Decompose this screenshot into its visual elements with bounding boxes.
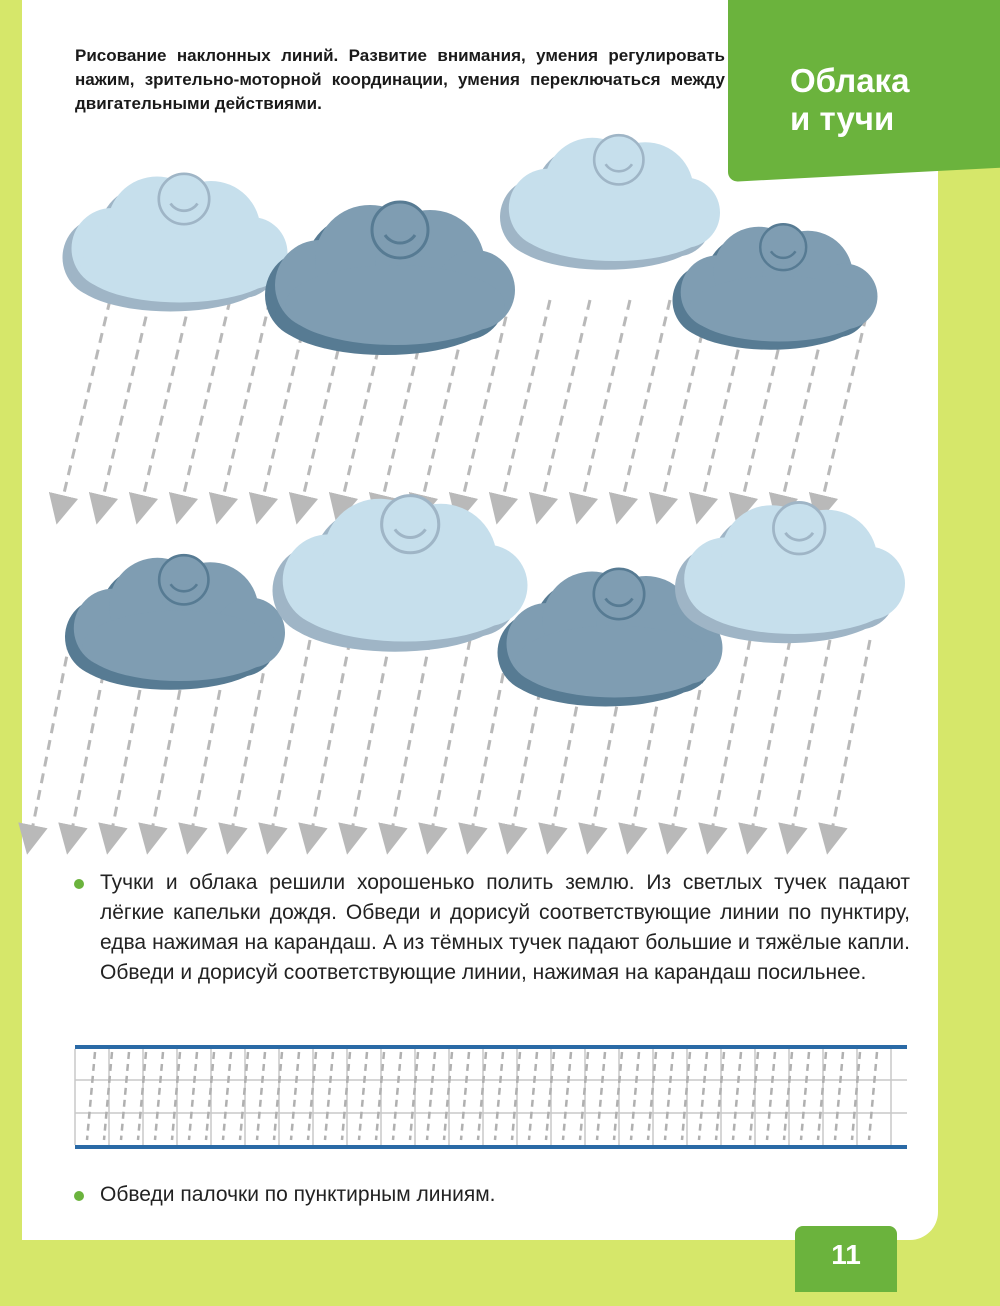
tracing-stick[interactable] xyxy=(478,1052,486,1140)
tracing-stick[interactable] xyxy=(410,1052,418,1140)
intro-text: Рисование наклонных линий. Развитие внимания, умения регулировать нажим, зрительно-моторной координации, умения переключаться между двигательными действиями. xyxy=(75,46,725,113)
task-2-text: Обведи палочки по пунктирным линиям. xyxy=(100,1183,496,1206)
tracing-stick[interactable] xyxy=(155,1052,163,1140)
title-line-2: и тучи xyxy=(790,100,895,137)
tracing-stick[interactable] xyxy=(138,1052,146,1140)
tracing-stick[interactable] xyxy=(818,1052,826,1140)
tracing-stick[interactable] xyxy=(614,1052,622,1140)
bullet-task-1 xyxy=(74,879,84,889)
tracing-stick[interactable] xyxy=(104,1052,112,1140)
tracing-stick[interactable] xyxy=(325,1052,333,1140)
dark-cloud xyxy=(265,202,515,355)
tracing-stick[interactable] xyxy=(342,1052,350,1140)
tracing-strip[interactable] xyxy=(75,1047,907,1147)
rain-dashed-line[interactable] xyxy=(620,300,670,510)
tracing-stick[interactable] xyxy=(308,1052,316,1140)
tracing-stick[interactable] xyxy=(784,1052,792,1140)
tracing-stick[interactable] xyxy=(87,1052,95,1140)
tracing-stick[interactable] xyxy=(869,1052,877,1140)
rain-dashed-line[interactable] xyxy=(310,640,350,840)
tracing-stick[interactable] xyxy=(240,1052,248,1140)
rain-dashed-line[interactable] xyxy=(540,300,590,510)
rain-dashed-line[interactable] xyxy=(30,640,70,840)
rain-dashed-line[interactable] xyxy=(220,300,270,510)
tracing-stick[interactable] xyxy=(852,1052,860,1140)
rain-dashed-line[interactable] xyxy=(100,300,150,510)
rain-dashed-line[interactable] xyxy=(60,300,110,510)
rain-dashed-line[interactable] xyxy=(750,640,790,840)
tracing-stick[interactable] xyxy=(257,1052,265,1140)
tracing-stick[interactable] xyxy=(291,1052,299,1140)
tracing-stick[interactable] xyxy=(529,1052,537,1140)
tracing-stick[interactable] xyxy=(393,1052,401,1140)
tracing-stick[interactable] xyxy=(189,1052,197,1140)
tracing-stick[interactable] xyxy=(376,1052,384,1140)
rain-dashed-line[interactable] xyxy=(500,300,550,510)
tracing-stick[interactable] xyxy=(546,1052,554,1140)
rain-dashed-line[interactable] xyxy=(270,640,310,840)
tracing-stick[interactable] xyxy=(699,1052,707,1140)
tracing-stick[interactable] xyxy=(716,1052,724,1140)
tracing-stick[interactable] xyxy=(512,1052,520,1140)
tracing-stick[interactable] xyxy=(172,1052,180,1140)
rain-dashed-line[interactable] xyxy=(710,640,750,840)
tracing-stick[interactable] xyxy=(563,1052,571,1140)
light-cloud xyxy=(675,502,905,643)
tracing-stick[interactable] xyxy=(733,1052,741,1140)
rain-dashed-line[interactable] xyxy=(580,300,630,510)
light-cloud xyxy=(62,174,287,312)
rain-dashed-line[interactable] xyxy=(430,640,470,840)
tracing-stick[interactable] xyxy=(427,1052,435,1140)
task-1-text: Тучки и облака решили хорошенько полить землю. Из светлых тучек падают лёгкие капельки дождя. Обведи и дорисуй соответствующие линии по пунктиру, едва нажимая на карандаш. А из тёмных тучек падают большие и тяжёлые капли. Обведи и дорисуй соответствующие линии, нажимая на карандаш посильнее. xyxy=(100,871,910,984)
tracing-stick[interactable] xyxy=(580,1052,588,1140)
tracing-stick[interactable] xyxy=(444,1052,452,1140)
title-line-1: Облака xyxy=(790,62,910,99)
rain-dashed-line[interactable] xyxy=(390,640,430,840)
tracing-stick[interactable] xyxy=(223,1052,231,1140)
rain-dashed-line[interactable] xyxy=(790,640,830,840)
tracing-stick[interactable] xyxy=(801,1052,809,1140)
rain-dashed-line[interactable] xyxy=(350,640,390,840)
tracing-stick[interactable] xyxy=(750,1052,758,1140)
tracing-stick[interactable] xyxy=(121,1052,129,1140)
tracing-stick[interactable] xyxy=(682,1052,690,1140)
clouds-layer xyxy=(62,135,905,706)
rain-dashed-line[interactable] xyxy=(180,300,230,510)
tracing-stick[interactable] xyxy=(495,1052,503,1140)
tracing-stick[interactable] xyxy=(767,1052,775,1140)
tracing-stick[interactable] xyxy=(461,1052,469,1140)
rain-dashed-line[interactable] xyxy=(140,300,190,510)
tracing-stick[interactable] xyxy=(274,1052,282,1140)
page-number: 11 xyxy=(795,1226,897,1292)
tracing-stick[interactable] xyxy=(631,1052,639,1140)
tracing-stick[interactable] xyxy=(597,1052,605,1140)
tracing-stick[interactable] xyxy=(206,1052,214,1140)
bullet-task-2 xyxy=(74,1191,84,1201)
light-cloud xyxy=(500,135,720,270)
rain-dashed-line[interactable] xyxy=(830,640,870,840)
tracing-stick[interactable] xyxy=(359,1052,367,1140)
dark-cloud xyxy=(65,555,285,690)
light-cloud xyxy=(273,496,528,652)
tracing-stick[interactable] xyxy=(835,1052,843,1140)
tracing-stick[interactable] xyxy=(665,1052,673,1140)
tracing-stick[interactable] xyxy=(648,1052,656,1140)
